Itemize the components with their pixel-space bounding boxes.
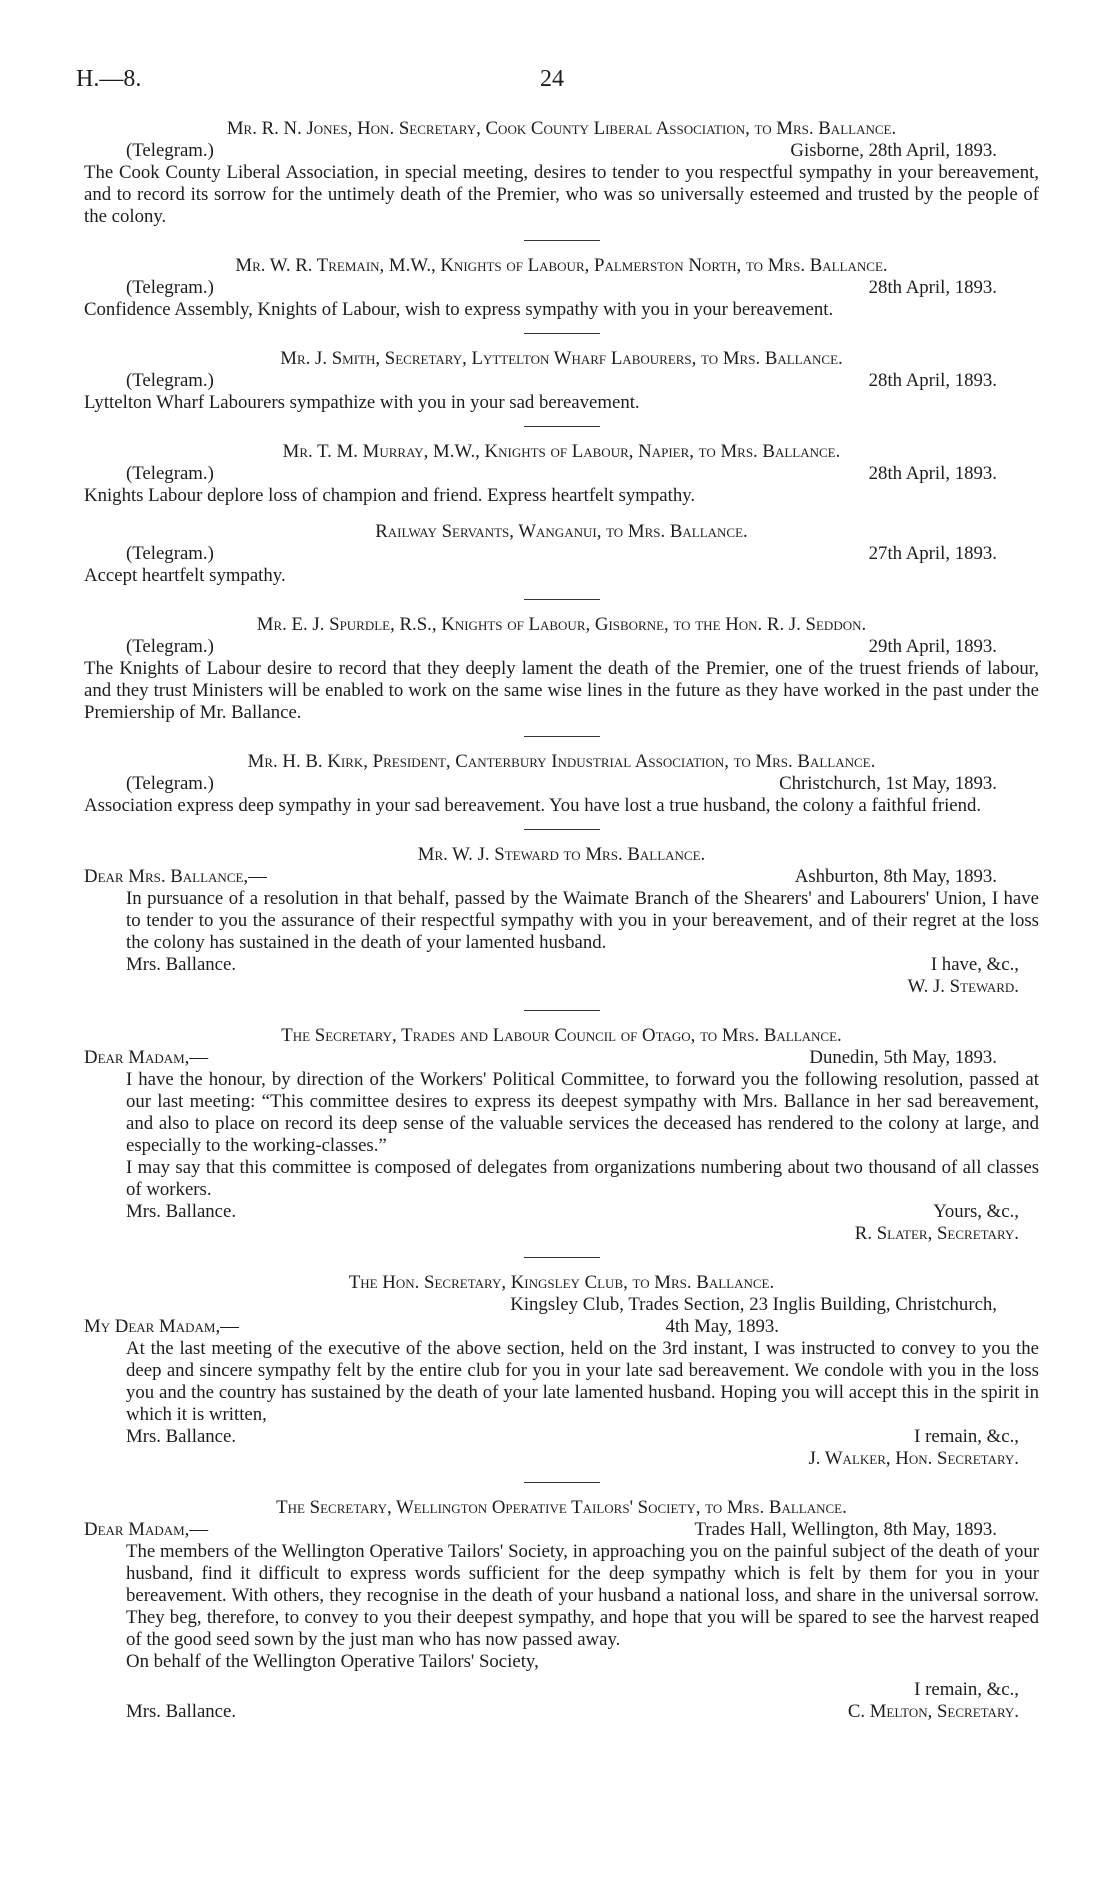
entry-date: 4th May, 1893. [665,1316,779,1337]
signature-block [84,954,1039,998]
section-divider [524,240,600,241]
entry-heading: The Secretary, Wellington Operative Tailors' Society, to Mrs. Ballance. [276,1497,847,1518]
salutation: Dear Mrs. Ballance,— [84,866,267,887]
entry-date: Gisborne, 28th April, 1893. [790,140,997,161]
entry-body: Association express deep sympathy in your sad bereavement. You have lost a true husband, the colony a faithful friend. [84,795,982,816]
entry-meta-row [84,463,1039,485]
entry-heading: Mr. R. N. Jones, Hon. Secretary, Cook County Liberal Association, to Mrs. Ballance. [226,118,897,139]
section-divider [524,736,600,737]
entry-date: 28th April, 1893. [868,277,997,298]
entry-body: I have the honour, by direction of the Workers' Political Committee, to forward you the following resolution, passed at our last meeting: “This committee desires to express its deepest sympathy with Mrs. Ballance in her sad bereavement, and also to place on record its deep sense of the valuable services the deceased has rendered to the colony at large, and especially to the working-classes.” [126,1069,1039,1156]
letter-entry [84,751,1039,817]
entry-type: (Telegram.) [126,277,214,298]
letter-entry [84,348,1039,414]
entry-type: (Telegram.) [126,543,214,564]
entry-date: Dunedin, 5th May, 1893. [809,1047,997,1068]
entry-body-continued: I may say that this committee is composed of delegates from organizations numbering about two thousand of all classes of workers. [126,1157,1039,1200]
entry-meta-row [84,140,1039,162]
entry-date: 28th April, 1893. [868,370,997,391]
addressee: Mrs. Ballance. [126,1701,237,1722]
entry-type: (Telegram.) [126,773,214,794]
letter-entry [84,441,1039,507]
entry-body-continued: On behalf of the Wellington Operative Tailors' Society, [126,1651,539,1672]
entry-body: Accept heartfelt sympathy. [84,565,286,586]
signature-block [84,1426,1039,1470]
signatory: C. Melton, Secretary. [847,1701,1019,1722]
document-reference: H.—8. [76,66,142,92]
signature-block [84,1679,1039,1723]
closing: Yours, &c., [933,1201,1019,1222]
entry-date: 29th April, 1893. [868,636,997,657]
entry-type: (Telegram.) [126,463,214,484]
entry-date: Ashburton, 8th May, 1893. [794,866,997,887]
letter-entry [84,614,1039,724]
spacer [84,507,1039,521]
letter-entry [84,255,1039,321]
entry-body: Confidence Assembly, Knights of Labour, wish to express sympathy with you in your bereavement. [84,299,834,320]
closing: I remain, &c., [914,1679,1019,1700]
entry-body: The Knights of Labour desire to record that they deeply lament the death of the Premier, one of the truest friends of labour, and they trust Ministers will be enabled to work on the same wise lines in the future as they have worked in the past under the Premiership of Mr. Ballance. [84,658,1039,723]
closing: I have, &c., [930,954,1019,975]
letter-entry [84,1272,1039,1470]
entry-date: 27th April, 1893. [868,543,997,564]
entry-meta-row [84,370,1039,392]
salutation: Dear Madam,— [84,1047,209,1068]
section-divider [524,829,600,830]
entry-heading: Mr. E. J. Spurdle, R.S., Knights of Labour, Gisborne, to the Hon. R. J. Seddon. [256,614,867,635]
entry-body: In pursuance of a resolution in that behalf, passed by the Waimate Branch of the Shearers' and Labourers' Union, I have to tender to you the assurance of their respectful sympathy with you in your bereavement, and of their regret at the loss the colony has sustained in the death of your lamented husband. [126,888,1039,953]
section-divider [524,1257,600,1258]
entry-heading: Mr. W. R. Tremain, M.W., Knights of Labour, Palmerston North, to Mrs. Ballance. [235,255,888,276]
signatory: R. Slater, Secretary. [854,1223,1019,1244]
section-divider [524,426,600,427]
closing: I remain, &c., [914,1426,1019,1447]
section-divider [524,599,600,600]
entry-heading: Railway Servants, Wanganui, to Mrs. Ballance. [375,521,748,542]
entry-body: The members of the Wellington Operative Tailors' Society, in approaching you on the painful subject of the death of your husband, find it difficult to express words sufficient for the deep sympathy which is felt by them for you in your bereavement. With others, they recognise in the death of your husband a national loss, and share in the universal sorrow. They beg, therefore, to convey to you their deepest sympathy, and hope that you will be spared to see the harvest reaped of the good seed sown by the just man who has now passed away. [126,1541,1039,1650]
entry-date: Christchurch, 1st May, 1893. [779,773,997,794]
letter-entry [84,844,1039,998]
entry-type: (Telegram.) [126,370,214,391]
signature-block [84,1201,1039,1245]
entry-meta-row [84,277,1039,299]
sender-address: Kingsley Club, Trades Section, 23 Inglis Building, Christchurch, [510,1294,997,1315]
entry-heading: Mr. H. B. Kirk, President, Canterbury Industrial Association, to Mrs. Ballance. [247,751,876,772]
letter-entry [84,118,1039,228]
entry-meta-row [84,1316,1039,1338]
section-divider [524,1482,600,1483]
page-number: 24 [540,66,564,92]
signatory: J. Walker, Hon. Secretary. [808,1448,1019,1469]
entry-meta-row [84,866,1039,888]
entry-body: At the last meeting of the executive of the above section, held on the 3rd instant, I was instructed to convey to you the deep and sincere sympathy felt by the entire club for you in your late sad bereavement. We condole with you in the loss you and the country has sustained by the death of your late lamented husband. Hoping you will accept this in the spirit in which it is written, [126,1338,1039,1425]
entry-heading: Mr. J. Smith, Secretary, Lyttelton Wharf Labourers, to Mrs. Ballance. [280,348,843,369]
addressee: Mrs. Ballance. [126,1426,237,1447]
entry-meta-row [84,636,1039,658]
addressee: Mrs. Ballance. [126,1201,237,1222]
entry-heading: Mr. W. J. Steward to Mrs. Ballance. [417,844,706,865]
salutation: Dear Madam,— [84,1519,209,1540]
entry-meta-row [84,1519,1039,1541]
section-divider [524,1010,600,1011]
entry-body: Lyttelton Wharf Labourers sympathize with you in your sad bereavement. [84,392,640,413]
entry-body: The Cook County Liberal Association, in special meeting, desires to tender to you respectful sympathy in your bereavement, and to record its sorrow for the untimely death of the Premier, who was so universally esteemed and trusted by the people of the colony. [84,162,1039,227]
letter-entry [84,1025,1039,1245]
addressee: Mrs. Ballance. [126,954,237,975]
entry-meta-row [84,543,1039,565]
entry-body: Knights Labour deplore loss of champion and friend. Express heartfelt sympathy. [84,485,696,506]
entry-heading: Mr. T. M. Murray, M.W., Knights of Labour, Napier, to Mrs. Ballance. [282,441,841,462]
signatory: W. J. Steward. [907,976,1019,997]
section-divider [524,333,600,334]
letter-entry [84,521,1039,587]
entry-heading: The Hon. Secretary, Kingsley Club, to Mrs. Ballance. [348,1272,775,1293]
entry-date: 28th April, 1893. [868,463,997,484]
entry-type: (Telegram.) [126,636,214,657]
salutation: My Dear Madam,— [84,1316,239,1337]
letters-column [84,118,1039,1723]
entry-date: Trades Hall, Wellington, 8th May, 1893. [694,1519,997,1540]
entry-meta-row [84,1047,1039,1069]
letter-entry [84,1497,1039,1723]
entry-type: (Telegram.) [126,140,214,161]
entry-heading: The Secretary, Trades and Labour Council of Otago, to Mrs. Ballance. [281,1025,842,1046]
entry-meta-row [84,773,1039,795]
